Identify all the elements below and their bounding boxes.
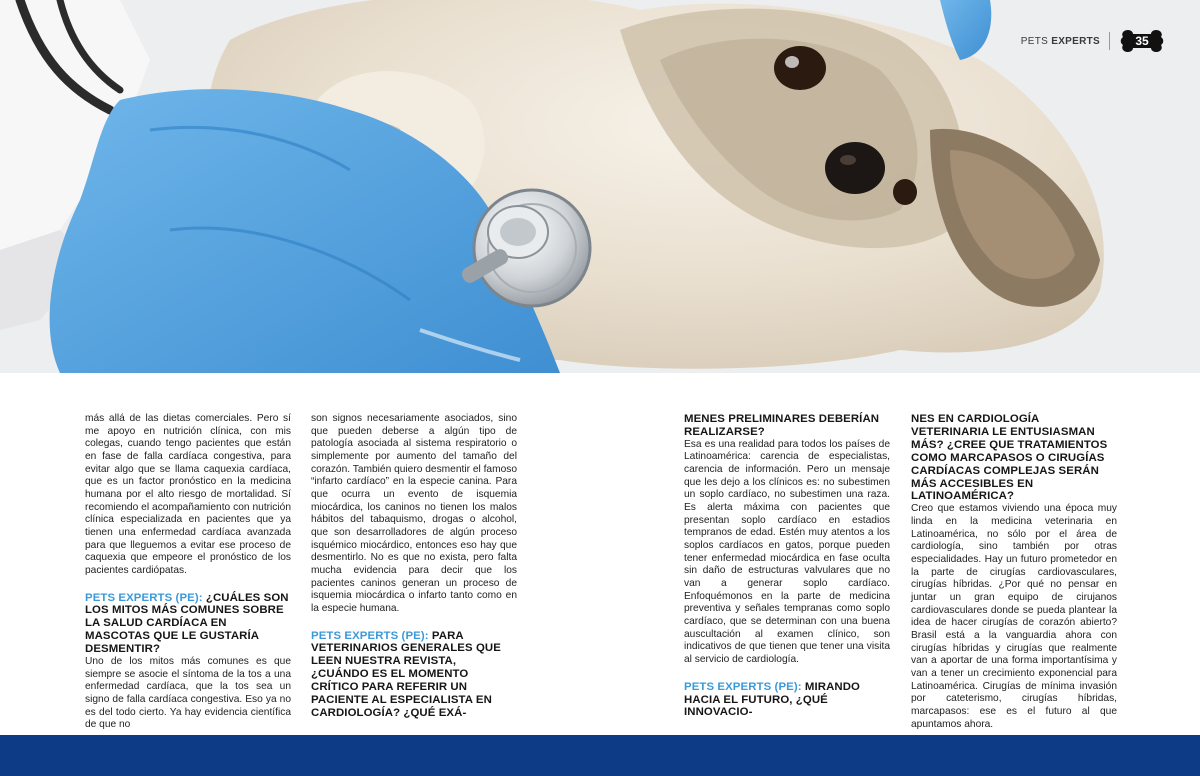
page-number-badge [1120,28,1164,54]
answer-paragraph: Uno de los mitos más comunes es que siempre se asocie el síntoma de la tos a una enfermedad cardíaca, que la tos sea un signo de falla cardíaca congestiva. Eso ya no es del todo cierto. Ya hay evidencia científica de que no [85,656,291,731]
interview-question [684,413,890,439]
question-tag: PETS EXPERTS (PE): [85,591,203,604]
header-divider [1109,32,1110,50]
interview-question [85,592,291,657]
question-tag: PETS EXPERTS (PE): [311,629,429,642]
interview-question [684,681,890,720]
article-column-2 [311,413,517,720]
answer-paragraph: son signos necesariamente asociados, sino que pueden deberse a algún tipo de patología asociada al sistema respiratorio o simplemente por aumento del tamaño del corazón. También quiero desmentir el famoso “infarto cardíaco” en la especie canina. Para que ocurra un evento de isquemia miocárdica, los caninos no tienen los malos hábitos del tabaquismo, drogas o alcohol, que son desarrolladores de algún proceso isquémico miocárdico, entonces eso hay que desmentirlo. No es que no exista, pero falta mucha evidencia para decir que los pacientes caninos generan un proceso de isquemia miocárdica o infarto tanto como en la especie humana. [311,413,517,614]
question-text: ¿CUÁLES SON LOS MITOS MÁS COMUNES SOBRE LA SALUD CARDÍACA EN MASCOTAS QUE LE GUSTARÍA DESMENTIR? [85,591,289,656]
answer-paragraph: más allá de las dietas comerciales. Pero sí me apoyo en nutrición clínica, con mis colegas, cuando tengo pacientes que están en fase de falla cardíaca congestiva, para evitar algo que se llama caquexia cardíaca, que es un factor pronóstico en la medicina humana por el alto riesgo de mortalidad. Sí recomiendo el acompañamiento con nutrición clínica especializada en pacientes que ya tienen una enfermedad cardíaca avanzada para que lleguemos a evitar ese proceso de caquexia que empeore el pronóstico de los pacientes cardiópatas. [85,413,291,576]
interview-question [311,630,517,720]
interview-question [911,413,1117,503]
article-column-1 [85,413,291,732]
page-footer-band [0,735,1200,776]
answer-paragraph: Esa es una realidad para todos los países de Latinoamérica: carencia de especialistas, carencia de información. Pero un mensaje que les dejo a los clínicos es: no subestimen un soplo cardíaco, no subestimen una raza. Es alerta máxima con pacientes que presentan soplo cardíaco en estadios tempranos de edad. Estén muy atentos a los soplos cardíacos en gatos, porque pueden tener enfermedad miocárdica en fase oculta sin daño de estructuras valvulares que no van a generar soplo cardíaco. Enfoquémonos en la parte de medicina preventiva y señales tempranas como soplo cardíaco, que se determinan con una buena auscultación al examen clínico, son indicativos de que tienen que tener una visita al servicio de cardiología. [684,438,890,665]
question-tag: PETS EXPERTS (PE): [684,680,802,693]
question-text: MIRANDO HACIA EL FUTURO, ¿QUÉ INNOVACIO- [684,680,861,719]
question-text: PARA VETERINARIOS GENERALES QUE LEEN NUESTRA REVISTA, ¿CUÁNDO ES EL MOMENTO CRÍTICO PARA REFERIR UN PACIENTE AL ESPECIALISTA EN CARDIOLOGÍA? ¿QUÉ EXÁ- [311,629,501,719]
magazine-brand: PETS EXPERTS [1020,35,1100,47]
article-column-3 [684,413,890,719]
question-text: MENES PRELIMINARES DEBERÍAN REALIZARSE? [684,413,880,438]
page-header [1021,28,1164,54]
article-column-4 [911,413,1117,731]
answer-paragraph: Creo que estamos viviendo una época muy linda en la medicina veterinaria en Latinoamérica, no sólo por el área de cardiología, sino también por otras especialidades. Hay un futuro prometedor en la parte de cirugías cardiovasculares, cirugías híbridas. ¿Por qué no pensar en juntar un gran equipo de cirujanos cardiovasculares donde se pueda plantear la idea de hacer cirugías de corazón abierto? Brasil está a la vanguardia ahora con cirugías híbridas y cirugías que realmente van a aportar de una forma importantísima y van a tener un crecimiento exponencial para Latinoamérica. Cirugías de mínima invasión por cateterismo, cirugías híbridas, marcapasos: ese es el futuro al que apuntamos ahora. [911,503,1117,730]
page-number: 35 [1135,34,1149,48]
question-text: NES EN CARDIOLOGÍA VETERINARIA LE ENTUSIASMAN MÁS? ¿CREE QUE TRATAMIENTOS COMO MARCAPASOS O CIRUGÍAS CARDÍACAS COMPLEJAS SERÁN MÁS ACCESIBLES EN LATINOAMÉRICA? [911,413,1108,503]
dog-photo [0,0,1200,373]
